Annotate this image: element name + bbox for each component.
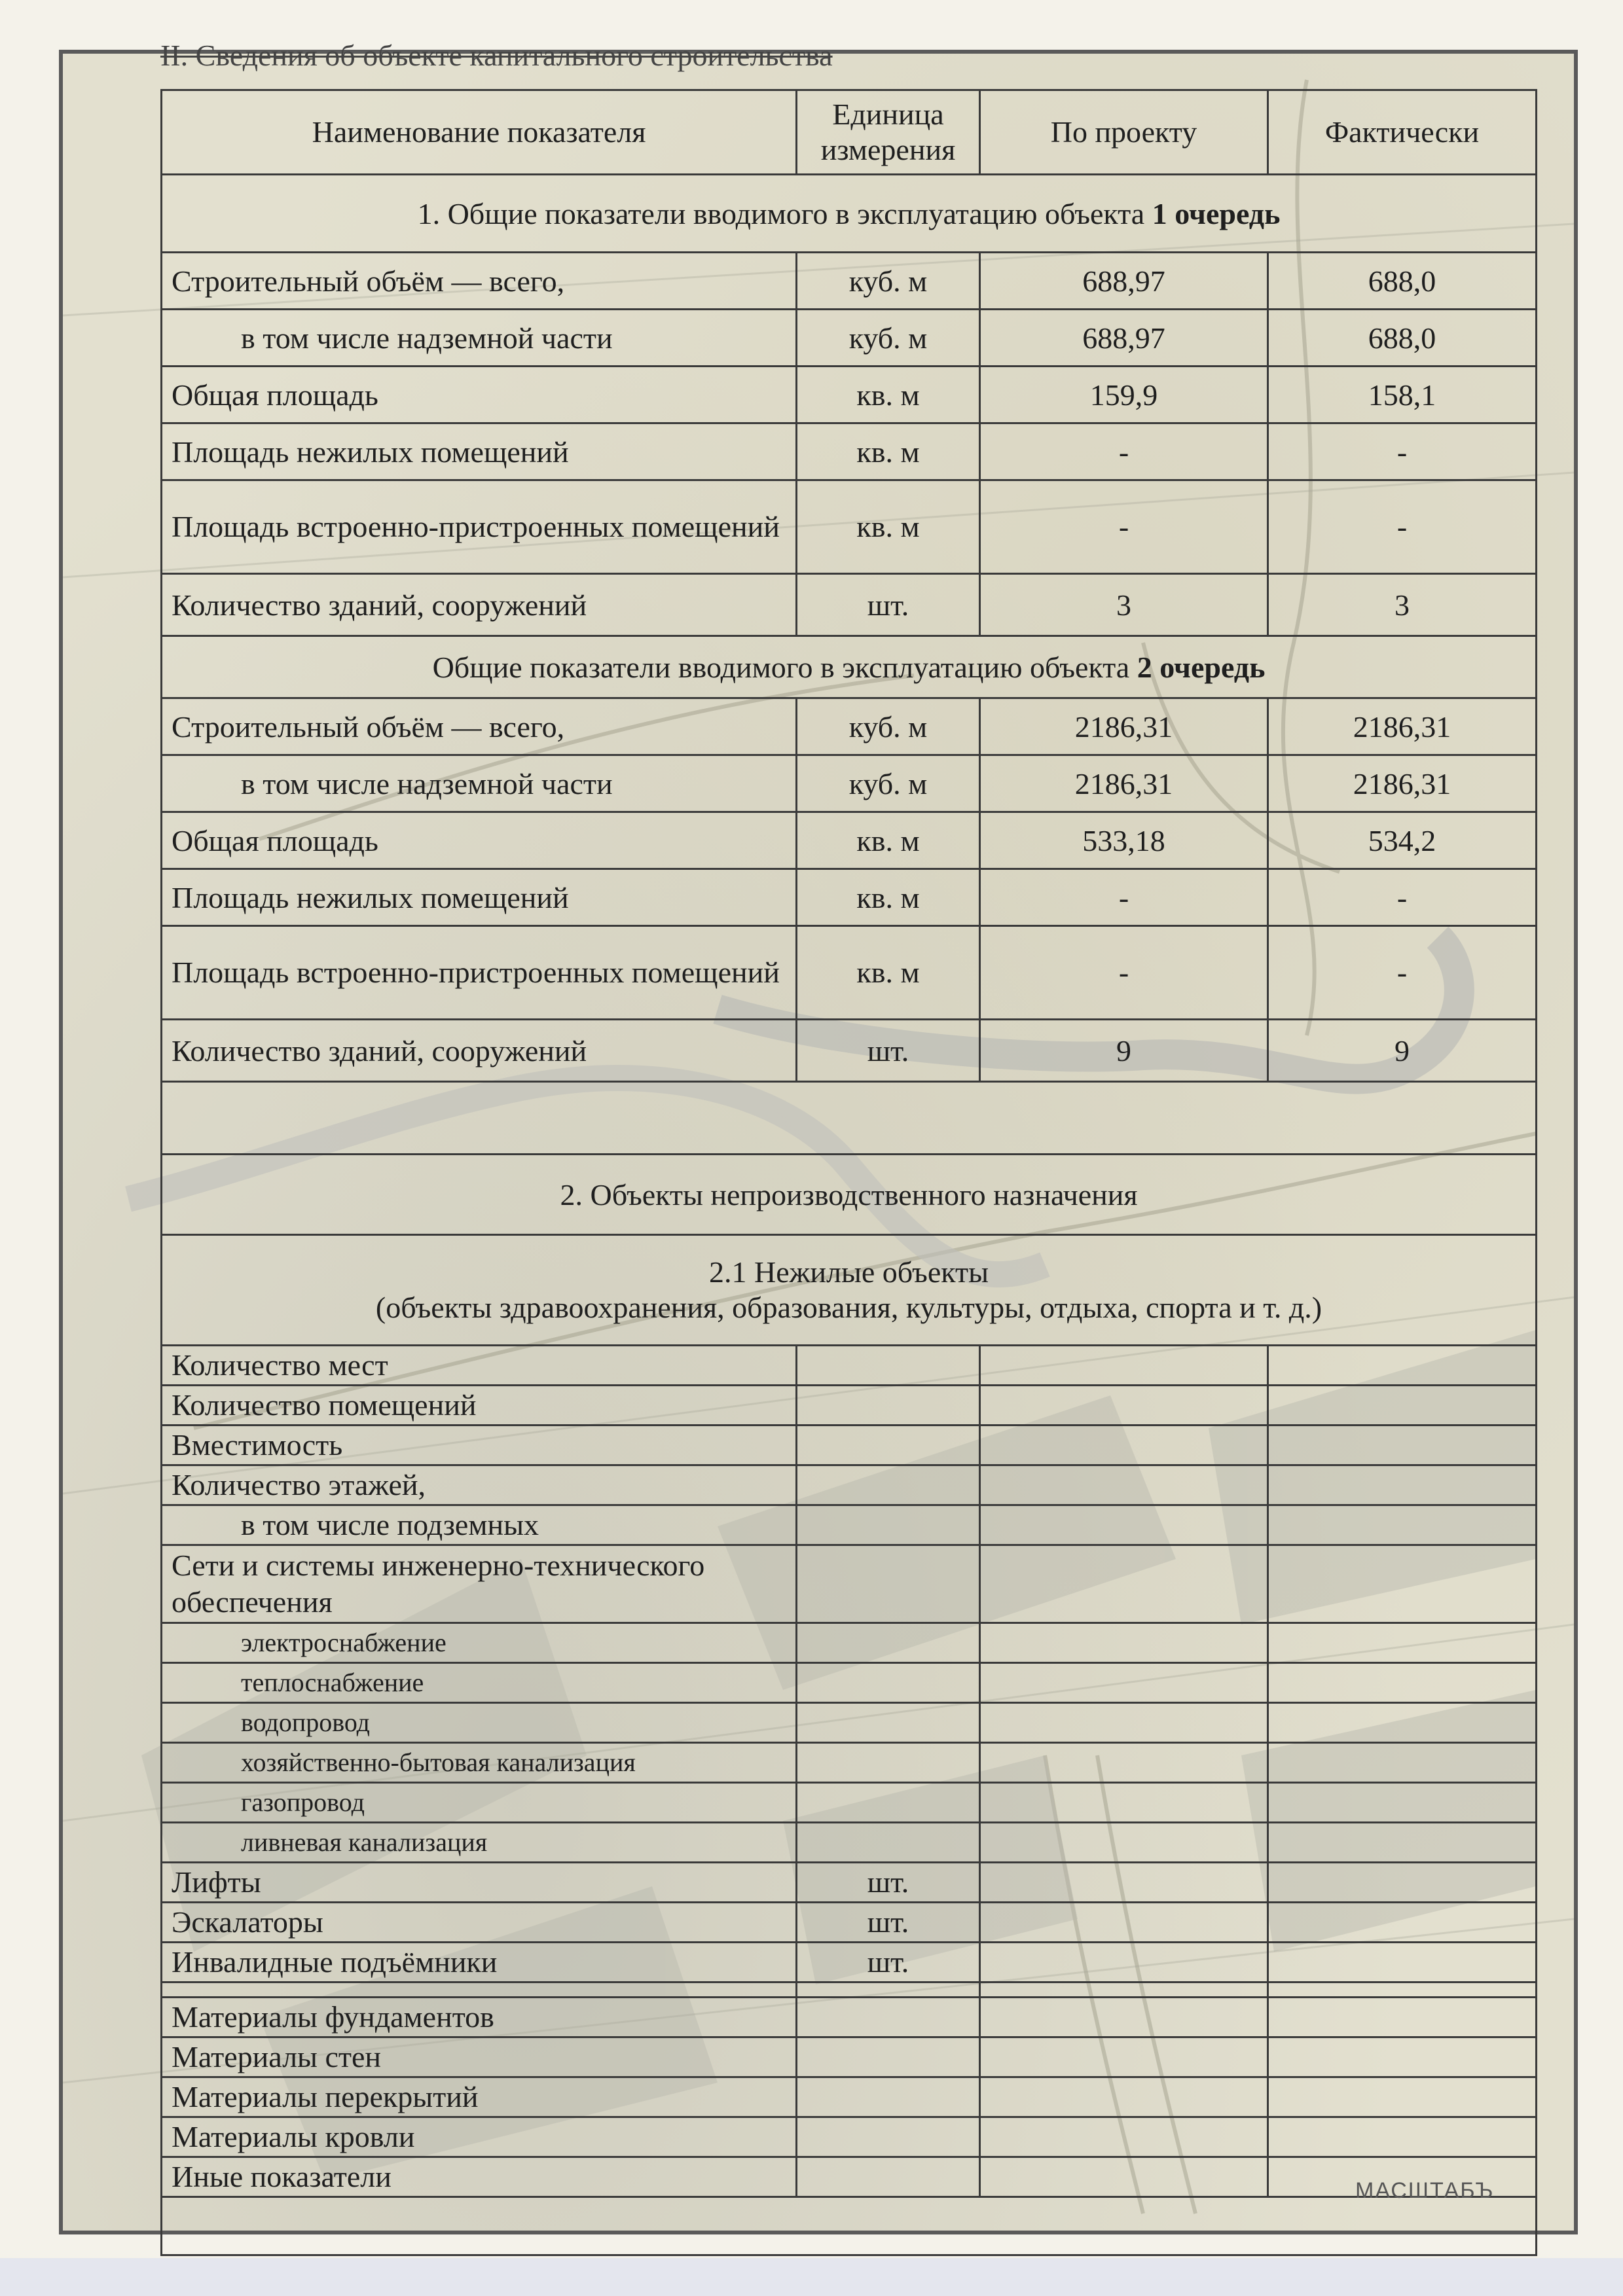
group2-title-bold: 2 очередь	[1137, 650, 1266, 684]
table-row	[162, 1386, 1537, 1426]
row-project	[980, 2077, 1268, 2117]
section21-row	[162, 1235, 1537, 1346]
table-row	[162, 2157, 1537, 2197]
row-name: Площадь нежилых помещений	[162, 423, 797, 480]
row-actual	[1268, 2037, 1537, 2077]
row-project	[980, 1505, 1268, 1545]
row-project	[980, 1863, 1268, 1903]
row-actual: -	[1268, 480, 1537, 574]
row-name: Площадь встроенно-пристроенных помещений	[162, 480, 797, 574]
table-row	[162, 698, 1537, 755]
row-project	[980, 1903, 1268, 1943]
row-unit	[797, 1783, 980, 1823]
spacer-cell	[980, 1982, 1268, 1998]
row-actual	[1268, 2117, 1537, 2157]
row-actual: 688,0	[1268, 310, 1537, 367]
row-actual	[1268, 1823, 1537, 1863]
row-unit	[797, 1703, 980, 1743]
row-unit	[797, 1426, 980, 1465]
blank-cell	[162, 1082, 1537, 1155]
row-unit: шт.	[797, 1943, 980, 1982]
table-row	[162, 1703, 1537, 1743]
blank-row	[162, 1082, 1537, 1155]
row-name: Материалы перекрытий	[162, 2077, 797, 2117]
row-project	[980, 1426, 1268, 1465]
spacer-row	[162, 1982, 1537, 1998]
row-name: ливневая канализация	[162, 1823, 797, 1863]
row-unit: шт.	[797, 574, 980, 636]
row-name: Сети и системы инженерно-технического обеспечения	[162, 1545, 797, 1623]
row-project: 2186,31	[980, 698, 1268, 755]
row-unit	[797, 1545, 980, 1623]
row-actual	[1268, 2077, 1537, 2117]
row-name: Строительный объём — всего,	[162, 698, 797, 755]
table-row	[162, 926, 1537, 1020]
row-name: Количество мест	[162, 1346, 797, 1386]
row-unit	[797, 1998, 980, 2037]
group1-title-text: 1. Общие показатели вводимого в эксплуатацию объекта	[417, 196, 1152, 230]
row-name: Строительный объём — всего,	[162, 253, 797, 310]
table-row	[162, 1743, 1537, 1783]
row-unit	[797, 1505, 980, 1545]
row-unit: куб. м	[797, 755, 980, 812]
row-unit: куб. м	[797, 310, 980, 367]
row-actual: 3	[1268, 574, 1537, 636]
row-name: Общая площадь	[162, 812, 797, 869]
group1-header-row	[162, 175, 1537, 253]
row-unit	[797, 1743, 980, 1783]
row-unit	[797, 1623, 980, 1663]
column-header-name: Наименование показателя	[162, 90, 797, 175]
row-name: теплоснабжение	[162, 1663, 797, 1703]
row-unit	[797, 1465, 980, 1505]
table-row	[162, 1426, 1537, 1465]
row-actual: -	[1268, 869, 1537, 926]
map-scale-label: МАСШТАБЪ	[1355, 2178, 1495, 2203]
table-row	[162, 423, 1537, 480]
row-actual	[1268, 1903, 1537, 1943]
row-project: -	[980, 926, 1268, 1020]
table-row	[162, 1943, 1537, 1982]
row-unit: куб. м	[797, 253, 980, 310]
row-name: Количество этажей,	[162, 1465, 797, 1505]
row-project: 2186,31	[980, 755, 1268, 812]
table-row	[162, 1663, 1537, 1703]
row-unit	[797, 2037, 980, 2077]
row-actual	[1268, 1545, 1537, 1623]
row-name: в том числе надземной части	[162, 310, 797, 367]
row-unit	[797, 1346, 980, 1386]
row-name: в том числе надземной части	[162, 755, 797, 812]
row-actual	[1268, 1426, 1537, 1465]
row-project	[980, 1465, 1268, 1505]
row-actual	[1268, 1346, 1537, 1386]
table-row	[162, 1346, 1537, 1386]
section21-title-cell	[162, 1235, 1537, 1346]
table-row	[162, 1823, 1537, 1863]
row-project	[980, 1998, 1268, 2037]
row-name: электроснабжение	[162, 1623, 797, 1663]
row-actual: 688,0	[1268, 253, 1537, 310]
row-name: хозяйственно-бытовая канализация	[162, 1743, 797, 1783]
row-name: Материалы стен	[162, 2037, 797, 2077]
row-unit: кв. м	[797, 869, 980, 926]
row-name: водопровод	[162, 1703, 797, 1743]
row-project: 688,97	[980, 310, 1268, 367]
row-actual: 534,2	[1268, 812, 1537, 869]
spacer-cell	[1268, 1982, 1537, 1998]
row-project: 9	[980, 1020, 1268, 1082]
row-actual	[1268, 1663, 1537, 1703]
row-name: газопровод	[162, 1783, 797, 1823]
row-unit: кв. м	[797, 926, 980, 1020]
row-project: -	[980, 869, 1268, 926]
table-row	[162, 2037, 1537, 2077]
row-name: Материалы фундаментов	[162, 1998, 797, 2037]
table-row	[162, 574, 1537, 636]
row-actual	[1268, 1943, 1537, 1982]
row-project	[980, 1703, 1268, 1743]
table-row	[162, 2077, 1537, 2117]
group2-title-text: Общие показатели вводимого в эксплуатацию объекта	[432, 650, 1137, 684]
row-name: Количество помещений	[162, 1386, 797, 1426]
row-actual: -	[1268, 423, 1537, 480]
row-unit: кв. м	[797, 423, 980, 480]
row-actual	[1268, 1623, 1537, 1663]
table-row	[162, 253, 1537, 310]
table-row	[162, 480, 1537, 574]
column-header-project: По проекту	[980, 90, 1268, 175]
row-name: Общая площадь	[162, 367, 797, 423]
section21-subtitle: (объекты здравоохранения, образования, культуры, отдыха, спорта и т. д.)	[375, 1291, 1322, 1324]
table-row	[162, 1863, 1537, 1903]
row-project	[980, 1545, 1268, 1623]
row-project	[980, 1743, 1268, 1783]
table-row	[162, 1020, 1537, 1082]
table-row	[162, 2117, 1537, 2157]
row-actual	[1268, 1863, 1537, 1903]
row-unit: шт.	[797, 1863, 980, 1903]
row-actual: 2186,31	[1268, 698, 1537, 755]
row-name: в том числе подземных	[162, 1505, 797, 1545]
row-unit: куб. м	[797, 698, 980, 755]
row-unit: кв. м	[797, 480, 980, 574]
trailing-row	[162, 2197, 1537, 2255]
table-header-row	[162, 90, 1537, 175]
indicators-table	[160, 89, 1537, 2256]
table-row	[162, 812, 1537, 869]
row-actual	[1268, 1386, 1537, 1426]
table-row	[162, 1998, 1537, 2037]
row-unit: кв. м	[797, 367, 980, 423]
row-name: Площадь нежилых помещений	[162, 869, 797, 926]
section2-title: 2. Объекты непроизводственного назначения	[162, 1155, 1537, 1235]
row-actual	[1268, 1783, 1537, 1823]
column-header-unit: Единица измерения	[797, 90, 980, 175]
row-unit	[797, 1823, 980, 1863]
row-actual: 2186,31	[1268, 755, 1537, 812]
row-project	[980, 1346, 1268, 1386]
row-name: Вместимость	[162, 1426, 797, 1465]
group2-title	[162, 636, 1537, 698]
row-actual: 9	[1268, 1020, 1537, 1082]
row-unit	[797, 1386, 980, 1426]
table-row	[162, 1623, 1537, 1663]
group1-title-bold: 1 очередь	[1152, 196, 1281, 230]
row-name: Количество зданий, сооружений	[162, 1020, 797, 1082]
table-row	[162, 1783, 1537, 1823]
table-row	[162, 310, 1537, 367]
row-project	[980, 1943, 1268, 1982]
row-project	[980, 1623, 1268, 1663]
row-project: 3	[980, 574, 1268, 636]
row-name: Иные показатели	[162, 2157, 797, 2197]
row-project	[980, 2157, 1268, 2197]
page-bottom-strip	[0, 2258, 1623, 2296]
spacer-cell	[162, 1982, 797, 1998]
row-actual: -	[1268, 926, 1537, 1020]
table-row	[162, 1505, 1537, 1545]
section-title: II. Сведения об объекте капитального строительства	[160, 39, 833, 72]
row-unit: кв. м	[797, 812, 980, 869]
row-project	[980, 2037, 1268, 2077]
row-project: 688,97	[980, 253, 1268, 310]
row-unit	[797, 1663, 980, 1703]
row-actual	[1268, 1703, 1537, 1743]
group2-header-row	[162, 636, 1537, 698]
spacer-cell	[797, 1982, 980, 1998]
table-row	[162, 1903, 1537, 1943]
trailing-cell	[162, 2197, 1537, 2255]
row-project: -	[980, 480, 1268, 574]
table-row	[162, 1465, 1537, 1505]
column-header-actual: Фактически	[1268, 90, 1537, 175]
row-unit	[797, 2157, 980, 2197]
table-row	[162, 367, 1537, 423]
group1-title	[162, 175, 1537, 253]
row-actual	[1268, 1998, 1537, 2037]
row-project: 533,18	[980, 812, 1268, 869]
row-unit: шт.	[797, 1020, 980, 1082]
table-row	[162, 755, 1537, 812]
row-project: 159,9	[980, 367, 1268, 423]
row-project	[980, 1783, 1268, 1823]
section21-title: 2.1 Нежилые объекты	[708, 1255, 989, 1289]
table-row	[162, 869, 1537, 926]
row-actual	[1268, 1505, 1537, 1545]
row-actual	[1268, 1465, 1537, 1505]
row-name: Эскалаторы	[162, 1903, 797, 1943]
row-project	[980, 1386, 1268, 1426]
row-name: Материалы кровли	[162, 2117, 797, 2157]
row-unit: шт.	[797, 1903, 980, 1943]
row-actual	[1268, 1743, 1537, 1783]
row-project	[980, 1663, 1268, 1703]
row-name: Площадь встроенно-пристроенных помещений	[162, 926, 797, 1020]
section2-row	[162, 1155, 1537, 1235]
row-unit	[797, 2077, 980, 2117]
row-project: -	[980, 423, 1268, 480]
row-project	[980, 1823, 1268, 1863]
row-project	[980, 2117, 1268, 2157]
row-name: Количество зданий, сооружений	[162, 574, 797, 636]
table-row	[162, 1545, 1537, 1623]
row-name: Инвалидные подъёмники	[162, 1943, 797, 1982]
row-name: Лифты	[162, 1863, 797, 1903]
row-actual: 158,1	[1268, 367, 1537, 423]
row-unit	[797, 2117, 980, 2157]
